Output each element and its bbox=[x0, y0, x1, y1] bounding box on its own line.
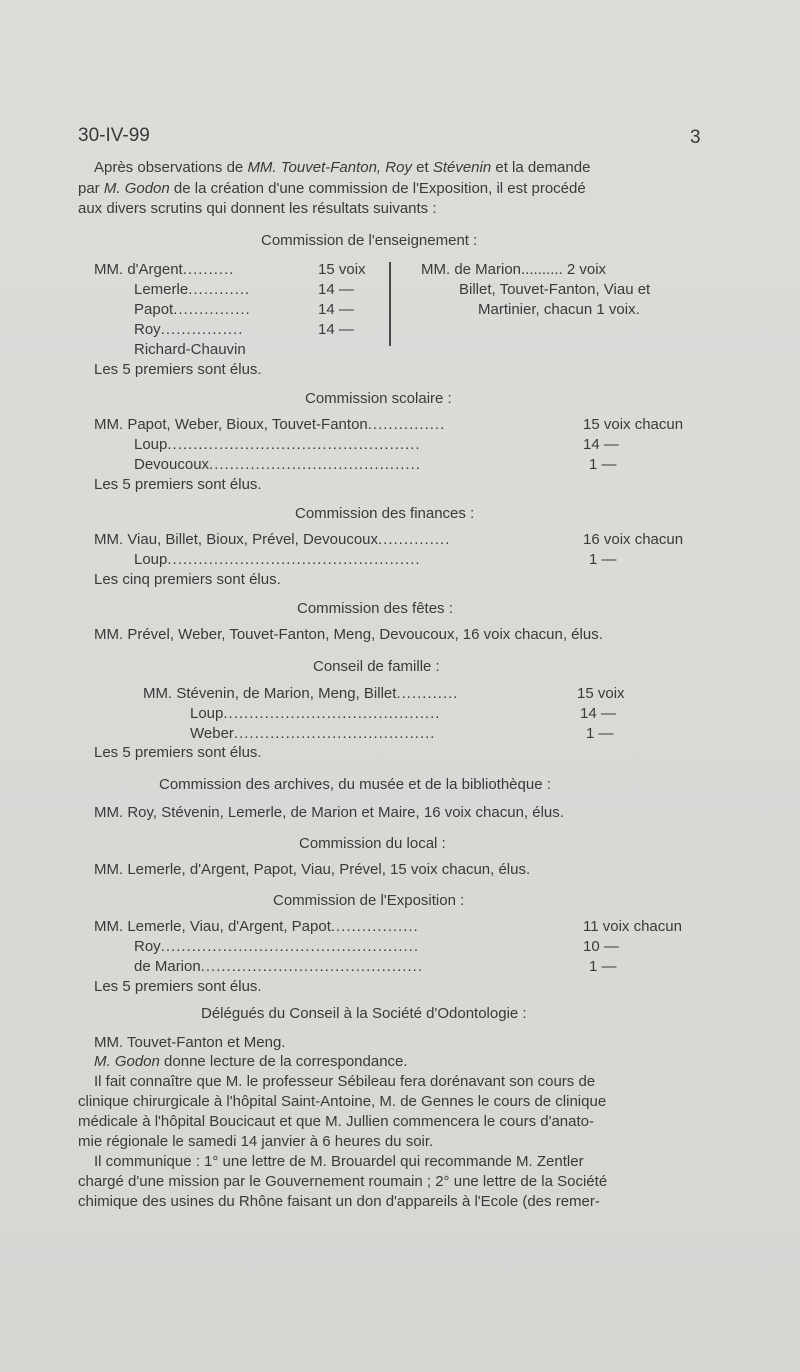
scolaire-name-0: MM. Papot, Weber, Bioux, Touvet-Fanton............... bbox=[94, 416, 446, 433]
section-title-enseignement: Commission de l'enseignement : bbox=[261, 232, 478, 249]
p2-line-1: chargé d'une mission par le Gouvernement roumain ; 2° une lettre de la Société bbox=[78, 1173, 608, 1190]
enseignement-left-votes-2: 14 — bbox=[318, 301, 354, 318]
page-date: 30-IV-99 bbox=[78, 125, 150, 146]
enseignement-left-votes-1: 14 — bbox=[318, 281, 354, 298]
scolaire-votes-1: 14 — bbox=[583, 436, 619, 453]
p1-line-0: Il fait connaître que M. le professeur Sébileau fera dorénavant son cours de bbox=[94, 1073, 596, 1090]
finances-elected: Les cinq premiers sont élus. bbox=[94, 571, 281, 588]
enseignement-left-votes-3: 14 — bbox=[318, 321, 354, 338]
section-title-archives: Commission des archives, du musée et de la bibliothèque : bbox=[159, 776, 551, 793]
finances-name-0: MM. Viau, Billet, Bioux, Prével, Devoucoux.............. bbox=[94, 531, 451, 548]
scolaire-votes-0: 15 voix chacun bbox=[583, 416, 684, 433]
local-line: MM. Lemerle, d'Argent, Papot, Viau, Prével, 15 voix chacun, élus. bbox=[94, 861, 531, 878]
enseignement-left-name-4: Richard-Chauvin bbox=[134, 341, 246, 358]
delegues-line: MM. Touvet-Fanton et Meng. bbox=[94, 1034, 286, 1051]
enseignement-left-votes-0: 15 voix bbox=[318, 261, 366, 278]
famille-votes-1: 14 — bbox=[580, 705, 616, 722]
intro-line-1: Après observations de MM. Touvet-Fanton, Roy et Stévenin et la demande bbox=[94, 159, 591, 176]
intro-line-3: aux divers scrutins qui donnent les résultats suivants : bbox=[78, 200, 437, 217]
enseignement-right-0: MM. de Marion.......... 2 voix bbox=[421, 261, 607, 278]
scolaire-name-1: Loup................................................. bbox=[134, 436, 421, 453]
famille-name-0: MM. Stévenin, de Marion, Meng, Billet............ bbox=[143, 685, 459, 702]
exposition-name-2: de Marion........................................... bbox=[134, 958, 423, 975]
exposition-votes-2: 1 — bbox=[589, 958, 617, 975]
scolaire-votes-2: 1 — bbox=[589, 456, 617, 473]
exposition-votes-1: 10 — bbox=[583, 938, 619, 955]
column-divider bbox=[389, 262, 391, 346]
page-number: 3 bbox=[690, 127, 701, 148]
section-title-local: Commission du local : bbox=[299, 835, 446, 852]
enseignement-left-name-2: Papot............... bbox=[134, 301, 251, 318]
famille-name-1: Loup.......................................... bbox=[190, 705, 441, 722]
famille-elected: Les 5 premiers sont élus. bbox=[94, 744, 262, 761]
archives-line: MM. Roy, Stévenin, Lemerle, de Marion et Maire, 16 voix chacun, élus. bbox=[94, 804, 564, 821]
enseignement-right-2: Martinier, chacun 1 voix. bbox=[478, 301, 640, 318]
finances-votes-1: 1 — bbox=[589, 551, 617, 568]
p2-line-0: Il communique : 1° une lettre de M. Brouardel qui recommande M. Zentler bbox=[94, 1153, 584, 1170]
p2-line-2: chimique des usines du Rhône faisant un don d'appareils à l'Ecole (des remer- bbox=[78, 1193, 600, 1210]
section-title-delegues: Délégués du Conseil à la Société d'Odontologie : bbox=[201, 1005, 527, 1022]
enseignement-left-name-3: Roy................ bbox=[134, 321, 244, 338]
section-title-fetes: Commission des fêtes : bbox=[297, 600, 453, 617]
finances-name-1: Loup................................................. bbox=[134, 551, 421, 568]
p1-line-3: mie régionale le samedi 14 janvier à 6 heures du soir. bbox=[78, 1133, 434, 1150]
scolaire-elected: Les 5 premiers sont élus. bbox=[94, 476, 262, 493]
exposition-name-1: Roy.................................................. bbox=[134, 938, 420, 955]
section-title-finances: Commission des finances : bbox=[295, 505, 475, 522]
finances-votes-0: 16 voix chacun bbox=[583, 531, 684, 548]
intro-line-2: par M. Godon de la création d'une commission de l'Exposition, il est procédé bbox=[78, 180, 586, 197]
enseignement-left-name-1: Lemerle............ bbox=[134, 281, 251, 298]
exposition-votes-0: 11 voix chacun bbox=[583, 918, 682, 935]
scolaire-name-2: Devoucoux......................................... bbox=[134, 456, 421, 473]
famille-name-2: Weber....................................... bbox=[190, 725, 436, 742]
p1-line-1: clinique chirurgicale à l'hôpital Saint-Antoine, M. de Gennes le cours de clinique bbox=[78, 1093, 607, 1110]
section-title-exposition: Commission de l'Exposition : bbox=[273, 892, 465, 909]
enseignement-elected: Les 5 premiers sont élus. bbox=[94, 361, 262, 378]
section-title-scolaire: Commission scolaire : bbox=[305, 390, 452, 407]
exposition-name-0: MM. Lemerle, Viau, d'Argent, Papot................. bbox=[94, 918, 419, 935]
enseignement-left-name-0: MM. d'Argent.......... bbox=[94, 261, 235, 278]
exposition-elected: Les 5 premiers sont élus. bbox=[94, 978, 262, 995]
fetes-line: MM. Prével, Weber, Touvet-Fanton, Meng, Devoucoux, 16 voix chacun, élus. bbox=[94, 626, 603, 643]
famille-votes-0: 15 voix bbox=[577, 685, 625, 702]
godon-line: M. Godon donne lecture de la correspondance. bbox=[94, 1053, 408, 1070]
famille-votes-2: 1 — bbox=[586, 725, 614, 742]
section-title-famille: Conseil de famille : bbox=[313, 658, 440, 675]
enseignement-right-1: Billet, Touvet-Fanton, Viau et bbox=[459, 281, 651, 298]
p1-line-2: médicale à l'hôpital Boucicaut et que M. Jullien commencera le cours d'anato- bbox=[78, 1113, 594, 1130]
